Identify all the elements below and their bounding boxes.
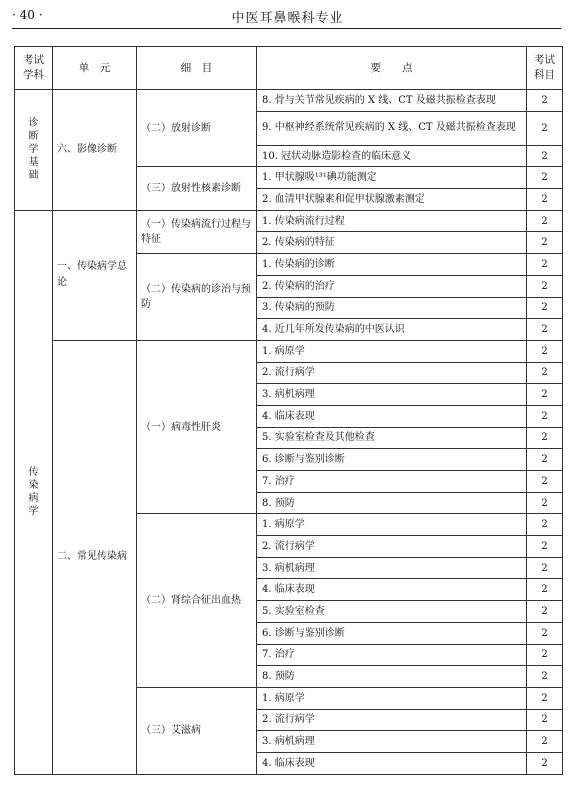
point-cell: 9. 中枢神经系统常见疾病的 X 线、CT 及磁共振检查表现	[257, 111, 527, 145]
point-cell: 8. 预防	[257, 666, 527, 688]
level-cell: 2	[527, 666, 563, 688]
level-cell: 2	[527, 536, 563, 558]
point-cell: 8. 预防	[257, 492, 527, 514]
unit-cell: 六、影像诊断	[53, 90, 137, 211]
point-cell: 4. 近几年所发传染病的中医认识	[257, 319, 527, 341]
detail-cell: （二）肾综合征出血热	[137, 514, 257, 688]
table-row	[15, 90, 563, 112]
level-cell: 2	[527, 709, 563, 731]
level-cell: 2	[527, 622, 563, 644]
level-cell: 2	[527, 189, 563, 211]
header-level	[527, 47, 563, 90]
point-cell: 4. 临床表现	[257, 579, 527, 601]
point-cell: 4. 临床表现	[257, 405, 527, 427]
header-divider	[12, 28, 561, 29]
point-cell: 1. 甲状腺吸¹³¹碘功能测定	[257, 167, 527, 189]
point-cell: 2. 传染病的特征	[257, 232, 527, 254]
level-cell: 2	[527, 319, 563, 341]
level-cell: 2	[527, 210, 563, 232]
point-cell: 8. 骨与关节常见疾病的 X 线、CT 及磁共振检查表现	[257, 90, 527, 112]
point-cell: 3. 病机病理	[257, 731, 527, 753]
point-cell: 6. 诊断与鉴别诊断	[257, 622, 527, 644]
level-cell: 2	[527, 601, 563, 623]
detail-cell: （三）艾滋病	[137, 687, 257, 774]
point-cell: 1. 病原学	[257, 514, 527, 536]
subject-cell	[15, 90, 53, 211]
point-cell: 1. 病原学	[257, 340, 527, 362]
unit-cell: 一、传染病学总论	[53, 210, 137, 340]
header-subject	[15, 47, 53, 90]
level-cell: 2	[527, 111, 563, 145]
table-body	[15, 90, 563, 775]
point-cell: 2. 流行病学	[257, 362, 527, 384]
point-cell: 1. 传染病流行过程	[257, 210, 527, 232]
level-cell: 2	[527, 90, 563, 112]
point-cell: 3. 病机病理	[257, 557, 527, 579]
point-cell: 4. 临床表现	[257, 752, 527, 774]
table-row	[15, 210, 563, 232]
level-cell: 2	[527, 492, 563, 514]
table-header-row	[15, 47, 563, 90]
point-cell: 2. 传染病的治疗	[257, 275, 527, 297]
unit-cell: 二、常见传染病	[53, 340, 137, 774]
table-row	[15, 340, 563, 362]
level-cell: 2	[527, 232, 563, 254]
point-cell: 10. 冠状动脉造影检查的临床意义	[257, 145, 527, 167]
header-unit: 单 元	[53, 47, 137, 90]
level-cell: 2	[527, 362, 563, 384]
header-subject-text: 考试 学科	[23, 54, 44, 81]
point-cell: 5. 实验室检查及其他检查	[257, 427, 527, 449]
detail-cell: （二）放射诊断	[137, 90, 257, 167]
level-cell: 2	[527, 557, 563, 579]
detail-cell: （一）病毒性肝炎	[137, 340, 257, 514]
subject-label: 传染病学	[28, 467, 39, 518]
level-cell: 2	[527, 731, 563, 753]
level-cell: 2	[527, 340, 563, 362]
level-cell: 2	[527, 145, 563, 167]
level-cell: 2	[527, 254, 563, 276]
page-title: 中医耳鼻喉科专业	[231, 11, 344, 26]
level-cell: 2	[527, 471, 563, 493]
page-number: · 40 ·	[12, 8, 43, 22]
detail-cell: （三）放射性核素诊断	[137, 167, 257, 210]
point-cell: 1. 病原学	[257, 687, 527, 709]
point-cell: 5. 实验室检查	[257, 601, 527, 623]
header-point: 要 点	[257, 47, 527, 90]
level-cell: 2	[527, 579, 563, 601]
point-cell: 6. 诊断与鉴别诊断	[257, 449, 527, 471]
syllabus-table	[14, 46, 563, 775]
point-cell: 2. 流行病学	[257, 709, 527, 731]
level-cell: 2	[527, 644, 563, 666]
point-cell: 7. 治疗	[257, 471, 527, 493]
subject-label: 诊断学基础	[28, 118, 39, 182]
level-cell: 2	[527, 405, 563, 427]
level-cell: 2	[527, 167, 563, 189]
level-cell: 2	[527, 687, 563, 709]
point-cell: 3. 病机病理	[257, 384, 527, 406]
level-cell: 2	[527, 275, 563, 297]
header-level-text: 考试 科目	[534, 54, 555, 81]
level-cell: 2	[527, 514, 563, 536]
point-cell: 1. 传染病的诊断	[257, 254, 527, 276]
detail-cell: （二）传染病的诊治与预防	[137, 254, 257, 341]
detail-cell: （一）传染病流行过程与特征	[137, 210, 257, 253]
point-cell: 2. 血清甲状腺素和促甲状腺激素测定	[257, 189, 527, 211]
level-cell: 2	[527, 752, 563, 774]
page-header	[0, 0, 575, 34]
level-cell: 2	[527, 384, 563, 406]
level-cell: 2	[527, 449, 563, 471]
header-detail: 细 目	[137, 47, 257, 90]
level-cell: 2	[527, 427, 563, 449]
level-cell: 2	[527, 297, 563, 319]
point-cell: 7. 治疗	[257, 644, 527, 666]
subject-cell	[15, 210, 53, 774]
point-cell: 2. 流行病学	[257, 536, 527, 558]
point-cell: 3. 传染病的预防	[257, 297, 527, 319]
